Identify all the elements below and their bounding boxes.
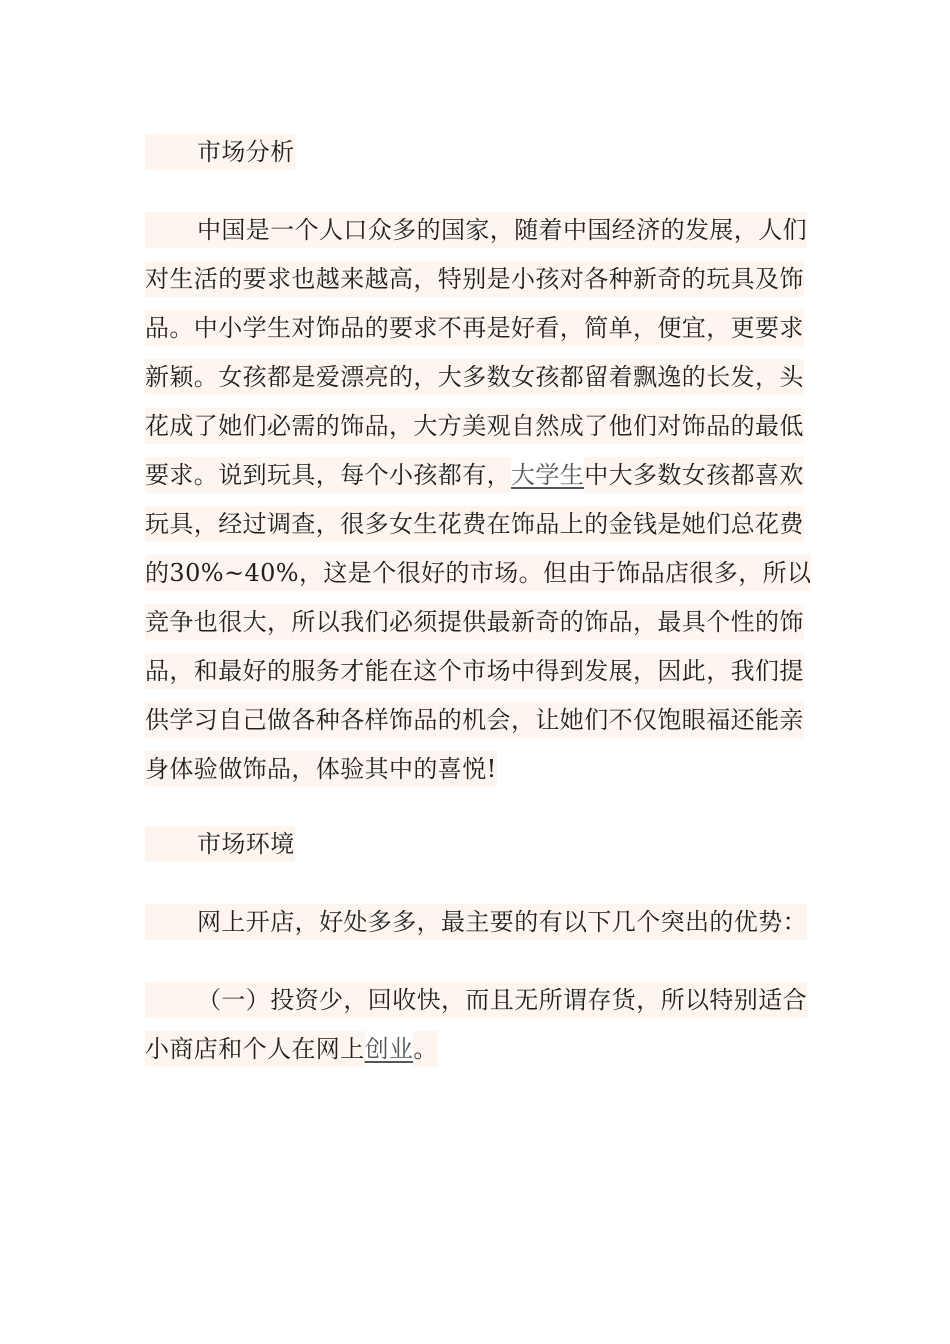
paragraph-online-shop xyxy=(145,898,825,947)
heading-text: 市场分析 xyxy=(197,138,295,166)
link-college-students[interactable]: 大学生 xyxy=(511,461,585,489)
paragraph-text: 中国是一个人口众多的国家，随着中国经济的发展，人们对生活的要求也越来越高，特别是小孩对各种新奇的玩具及饰品。中小学生对饰品的要求不再是好看，简单，便宜，更要求新颖。女孩都是爱漂亮的，大多数女孩都留着飘逸的长发，头花成了她们必需的饰品，大方美观自然成了他们对饰品的最低要求。说到玩具，每个小孩都有， xyxy=(145,216,807,489)
paragraph-market-analysis xyxy=(145,206,825,794)
paragraph-advantage-one xyxy=(145,976,825,1074)
heading-text: 市场环境 xyxy=(197,830,295,858)
heading-market-analysis xyxy=(145,128,825,177)
paragraph-text: （一）投资少，回收快，而且无所谓存货，所以特别适合小商店和个人在网上 xyxy=(145,986,807,1063)
link-startup[interactable]: 创业 xyxy=(364,1035,414,1063)
paragraph-text: 网上开店，好处多多，最主要的有以下几个突出的优势： xyxy=(197,908,807,936)
document-body xyxy=(145,128,825,1074)
heading-market-environment xyxy=(145,820,825,869)
paragraph-text: 。 xyxy=(413,1035,438,1063)
paragraph-text: 中大多数女孩都喜欢玩具，经过调查，很多女生花费在饰品上的金钱是她们总花费的30%~40%，这是个很好的市场。但由于饰品店很多，所以竞争也很大，所以我们必须提供最新奇的饰品，最具个性的饰品，和最好的服务才能在这个市场中得到发展，因此，我们提供学习自己做各种各样饰品的机会，让她们不仅饱眼福还能亲身体验做饰品，体验其中的喜悦! xyxy=(145,461,812,783)
